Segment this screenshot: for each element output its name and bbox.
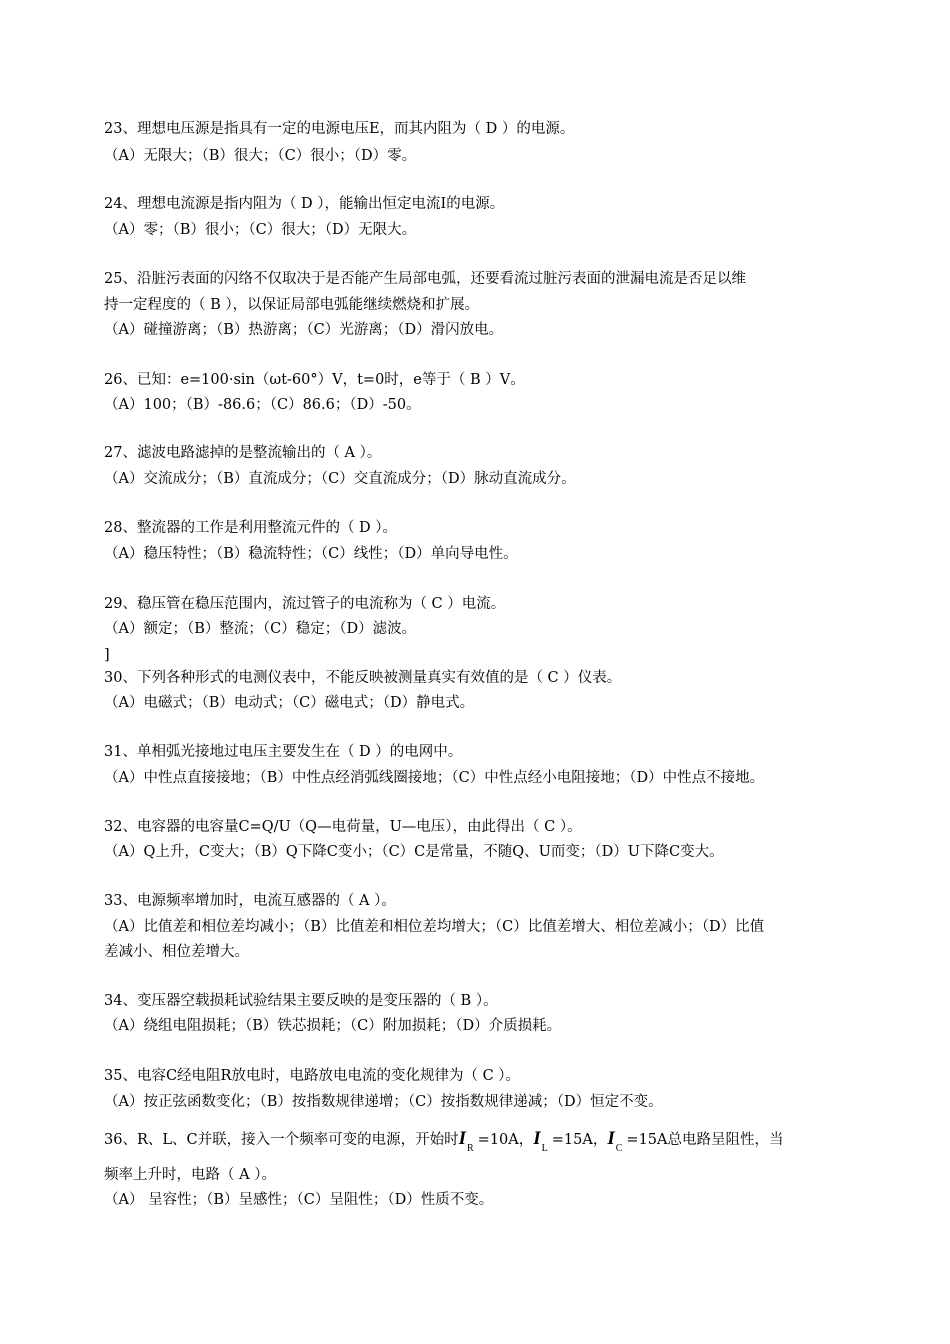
question-30-options: （A）电磁式；（B）电动式；（C）磁电式；（D）静电式。 [104,695,475,711]
question-31-stem: 31、单相弧光接地过电压主要发生在（ D ）的电网中。 [104,744,463,760]
current-ir-value: =10A， [477,1132,534,1148]
current-il-value: =15A， [551,1132,608,1148]
question-31-options: （A）中性点直接接地；（B）中性点经消弧线圈接地；（C）中性点经小电阻接地；（D）中性点不接地。 [104,770,765,786]
question-23-options: （A）无限大；（B）很大；（C）很小；（D）零。 [104,148,417,164]
question-25-stem-line-1: 25、沿脏污表面的闪络不仅取决于是否能产生局部电弧，还要看流过脏污表面的泄漏电流是否足以维 [104,271,746,287]
question-36-options: （A） 呈容性；（B）呈感性；（C）呈阻性；（D）性质不变。 [104,1192,494,1208]
question-28-options: （A）稳压特性；（B）稳流特性；（C）线性；（D）单向导电性。 [104,546,518,562]
question-34-options: （A）绕组电阻损耗；（B）铁芯损耗；（C）附加损耗；（D）介质损耗。 [104,1018,562,1034]
question-23-stem: 23、理想电压源是指具有一定的电源电压E，而其内阻为（ D ）的电源。 [104,121,575,137]
question-24-options: （A）零；（B）很小；（C）很大；（D）无限大。 [104,222,417,238]
current-ir-subscript: R [467,1143,474,1154]
current-il-symbol: I [533,1128,541,1149]
question-35-stem: 35、电容C经电阻R放电时，电路放电电流的变化规律为（ C ）。 [104,1068,521,1084]
question-26-stem: 26、已知：e=100·sin（ωt-60°）V，t=0时，e等于（ B ）V。 [104,372,525,388]
question-30-stem: 30、下列各种形式的电测仪表中，不能反映被测量真实有效值的是（ C ）仪表。 [104,670,622,686]
question-24-stem: 24、理想电流源是指内阻为（ D ），能输出恒定电流Ⅰ的电源。 [104,196,505,212]
question-32-options: （A）Q上升，C变大；（B）Q下降C变小；（C）C是常量，不随Q、U而变；（D）U下降C变大。 [104,844,724,860]
question-36-stem-line-2: 频率上升时，电路（ A ）。 [104,1167,276,1183]
question-36-intro: 36、R、L、C并联，接入一个频率可变的电源，开始时 [104,1132,459,1148]
question-35-options: （A）按正弦函数变化；（B）按指数规律递增；（C）按指数规律递减；（D）恒定不变。 [104,1094,663,1110]
question-33-stem: 33、电源频率增加时，电流互感器的（ A ）。 [104,893,396,909]
current-ir-symbol: I [458,1128,466,1149]
question-36-stem-line-1 [104,1126,850,1152]
question-26-options: （A）100；（B）-86.6；（C）86.6；（D）-50。 [104,397,421,413]
current-ic-symbol: I [607,1128,615,1149]
question-34-stem: 34、变压器空载损耗试验结果主要反映的是变压器的（ B ）。 [104,993,498,1009]
question-33-options-line-1: （A）比值差和相位差均减小；（B）比值差和相位差均增大；（C）比值差增大、相位差减小；（D）比值 [104,919,765,935]
current-il-subscript: L [541,1143,548,1154]
current-ic-subscript: C [615,1143,623,1154]
question-32-stem: 32、电容器的电容量C=Q/U（Q—电荷量，U—电压），由此得出（ C ）。 [104,819,582,835]
question-25-options: （A）碰撞游离；（B）热游离；（C）光游离；（D）滑闪放电。 [104,322,504,338]
question-25-stem-line-2: 持一定程度的（ B ），以保证局部电弧能继续燃烧和扩展。 [104,297,480,313]
stray-bracket-mark: ] [104,647,110,663]
question-29-stem: 29、稳压管在稳压范围内，流过管子的电流称为（ C ）电流。 [104,596,506,612]
question-27-stem: 27、滤波电路滤掉的是整流输出的（ A ）。 [104,445,382,461]
question-27-options: （A）交流成分；（B）直流成分；（C）交直流成分；（D）脉动直流成分。 [104,471,576,487]
current-ic-value: =15A总电路呈阻性，当 [626,1132,784,1148]
question-28-stem: 28、整流器的工作是利用整流元件的（ D ）。 [104,520,398,536]
question-33-options-line-2: 差减小、相位差增大。 [104,944,249,960]
question-29-options: （A）额定；（B）整流；（C）稳定；（D）滤波。 [104,621,417,637]
